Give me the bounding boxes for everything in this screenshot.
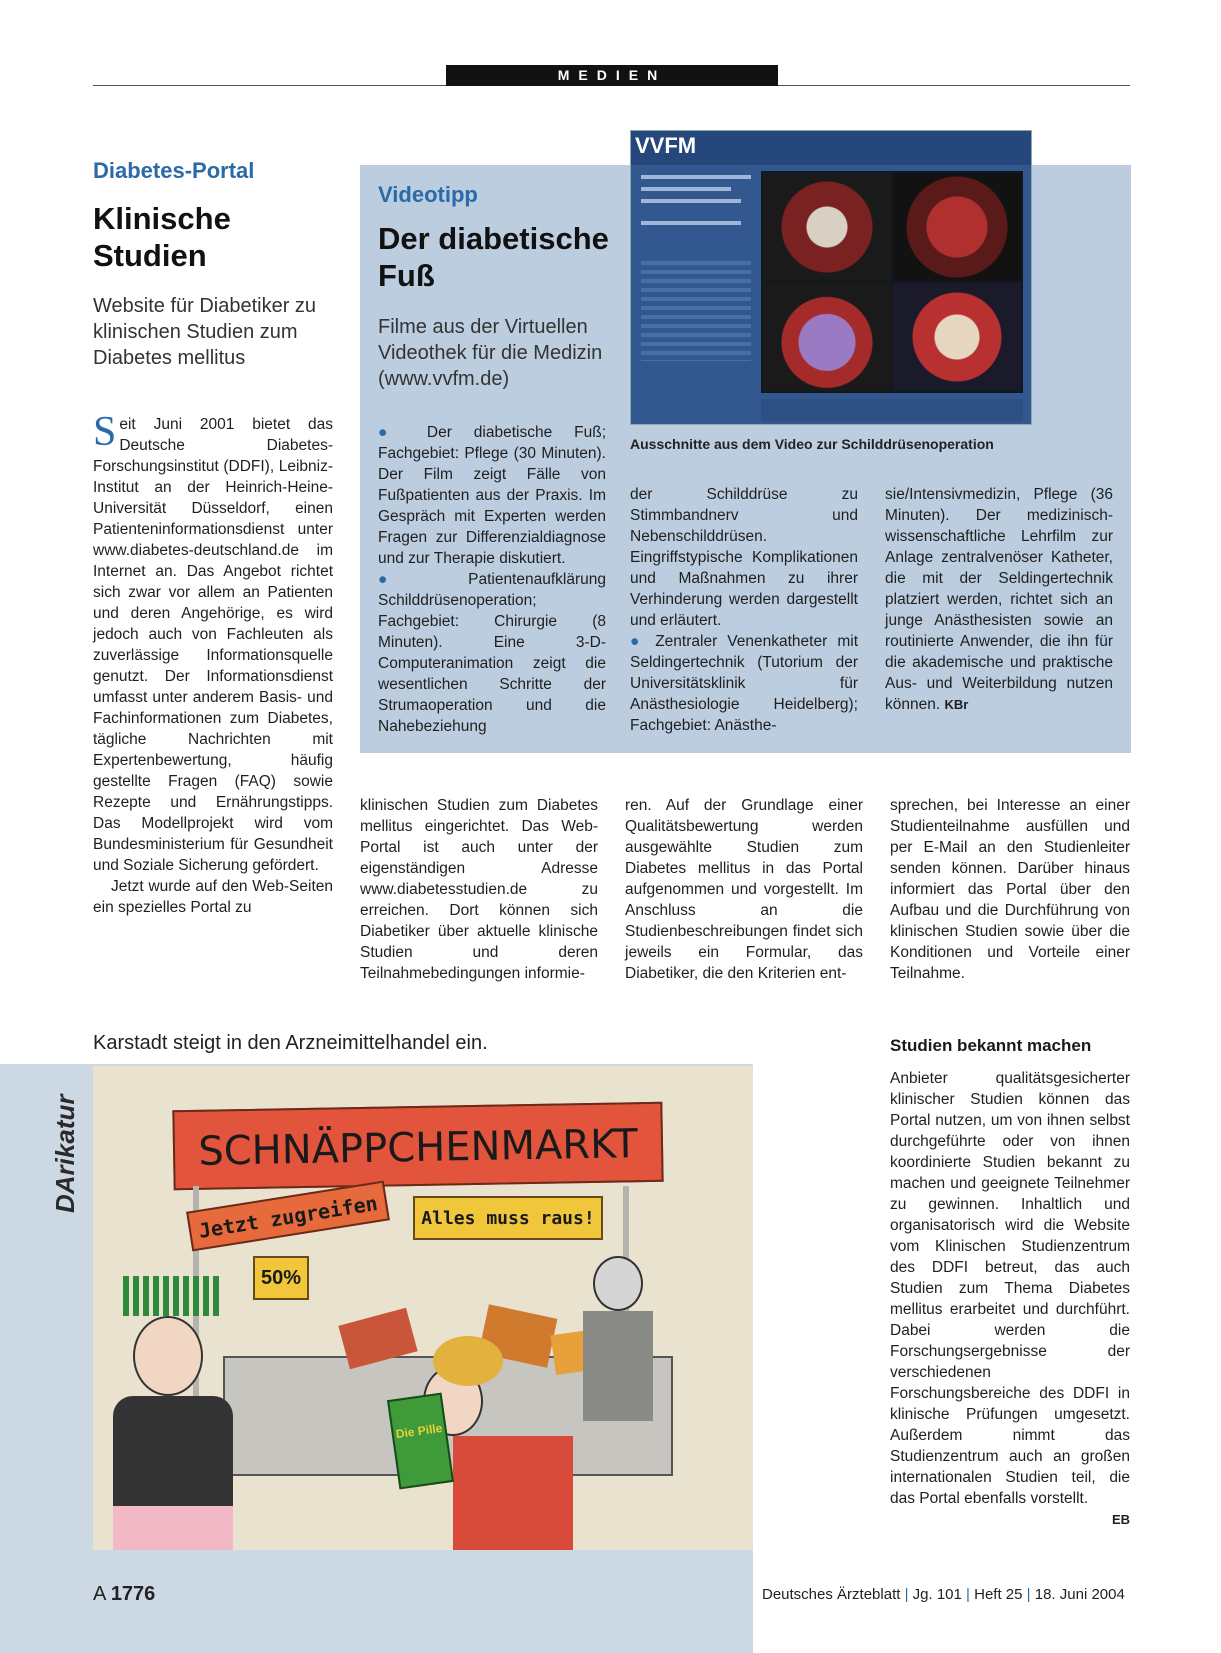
article2-column-c — [885, 484, 1113, 715]
article1-text-5: Anbieter qualitätsgesicherter klinischer Studien können das Portal nutzen, um von ihnen selbst durchgeführte oder von ihnen koordinierte Studien bekannt zu machen und geeignete Teilnehmer zu gewinnen. Inhaltlich und organisatorisch wird die Website vom Klinischen Studienzentrum des DDFI betreut, das auch Studien zum Thema Diabetes mellitus erarbeitet und durchführt. Dabei werden die Forschungsergebnisse der verschiedenen Forschungsbereiche des DDFI in klinische Prüfungen umgesetzt. Außerdem nimmt das Studienzentrum auch an großen internationalen Studien teil, die das Portal ebenfalls vorstellt. — [890, 1070, 1130, 1507]
article2-deck: Filme aus der Virtuellen Videothek für die Medizin (www.vvfm.de) — [378, 316, 603, 390]
article1-column-5 — [890, 1068, 1130, 1530]
article2-title: Der diabetische Fuß — [378, 221, 609, 293]
article2-author: KBr — [944, 697, 969, 712]
article2-text-c: sie/Intensivmedizin, Pflege (36 Minuten). Der medizinisch-wissenschaftliche Lehrfilm zur Anlage zentralvenöser Katheter, die mit der Seldingertechnik platziert werden, richtet sich an junge Anästhesisten sowie an routinierte Anwender, die ihn für die akademische und praktische Aus- und Weiterbildung nutzen können. — [885, 486, 1113, 713]
video-caption: Ausschnitte aus dem Video zur Schilddrüsenoperation — [630, 436, 994, 452]
article2-item-3: Zentraler Venenkatheter mit Seldingertechnik (Tutorium der Universitätsklinik für Anästhesiologie Heidelberg); Fachgebiet: Anästhe- — [630, 633, 858, 734]
article2-column-b — [630, 484, 858, 736]
page-number — [93, 1583, 155, 1606]
article1-column-3: ren. Auf der Grundlage einer Qualitätsbewertung werden ausgewählte Studien zum Diabetes mellitus in das Portal aufgenommen und vorgestellt. Im Anschluss an die Studienbeschreibungen findet sich jeweils ein Formular, das Diabetiker, die den Kriterien ent- — [625, 797, 863, 982]
article1-column-2: klinischen Studien zum Diabetes mellitus eingerichtet. Das Web-Portal ist auch unter der eigenständigen Adresse www.diabetesstudien.de zu erreichen. Dort können sich Diabetiker über aktuelle klinische Studien und deren Teilnahmebedingungen informie- — [360, 797, 598, 982]
sign-percent: 50% — [253, 1256, 309, 1300]
page-prefix: A — [93, 1583, 106, 1605]
article1-title: Klinische Studien — [93, 201, 231, 273]
vvfm-logo: VVFM — [635, 133, 697, 158]
article2-column-a — [378, 422, 606, 737]
article2-item-2: Patientenaufklärung Schilddrüsenoperation; Fachgebiet: Chirurgie (8 Minuten). Eine 3-D-Computeranimation zeigt die wesentlichen Schritte der Strumaoperation und die Nahebeziehung — [378, 571, 606, 735]
article1-subhead: Studien bekannt machen — [890, 1036, 1092, 1055]
article2-kicker: Videotipp — [378, 182, 478, 207]
journal-info: Deutsches Ärzteblatt | Jg. 101 | Heft 25 | 18. Juni 2004 — [762, 1586, 1125, 1603]
article1-column-4: sprechen, bei Interesse an einer Studienteilnahme ausfüllen und per E-Mail an den Studienleiter senden können. Darüber hinaus informiert das Portal über den Aufbau und die Durchführung von klinischen Studien sowie über die Konditionen und Vorteile einer Teilnahme. — [890, 797, 1130, 982]
journal-name: Deutsches Ärzteblatt — [762, 1586, 901, 1603]
bullet-icon: ● — [378, 424, 427, 441]
journal-issue: Heft 25 — [974, 1586, 1023, 1603]
vvfm-banner — [631, 131, 1032, 165]
journal-date: 18. Juni 2004 — [1034, 1586, 1125, 1603]
article1-text-1b: Jetzt wurde auf den Web-Seiten ein spezielles Portal zu — [93, 878, 333, 916]
article2-text-b1: der Schilddrüse zu Stimmbandnerv und Nebenschilddrüsen. Eingriffstypische Komplikationen und Maßnahmen zu ihrer Verhinderung werden dargestellt und erläutert. — [630, 486, 858, 629]
article1-deck: Website für Diabetiker zu klinischen Studien zum Diabetes mellitus — [93, 295, 317, 369]
article1-text-1: eit Juni 2001 bietet das Deutsche Diabetes-Forschungsinstitut (DDFI), Leibniz-Institut an der Heinrich-Heine-Universität Düsseldorf, einen Patienteninformationsdienst unter www.diabetes-deutschland.de im Internet an. Das Angebot richtet sich zwar vor allem an Patienten und deren Angehörige, es wird jedoch auch von Fachleuten als zuverlässige Informationsquelle genutzt. Der Informationsdienst umfasst unter anderem Basis- und Fachinformationen zum Diabetes, tägliche Nachrichten mit Expertenbewertung, häufig gestellte Fragen (FAQ) sowie Rezepte und Ernährungstipps. Das Modellprojekt wird vom Bundesministerium für Gesundheit und Soziale Sicherung gefördert. — [93, 416, 333, 874]
article1-kicker: Diabetes-Portal — [93, 158, 255, 183]
cartoon-caption: Karstadt steigt in den Arzneimittelhandel ein. — [93, 1032, 488, 1054]
article1-author: EB — [1111, 1512, 1130, 1527]
3d-animation-frames — [761, 171, 1023, 393]
darikatur-logo: DArikatur — [50, 1094, 80, 1213]
sign-left: Jetzt zugreifen — [186, 1181, 390, 1252]
journal-volume: Jg. 101 — [912, 1586, 962, 1603]
dropcap: S — [93, 409, 117, 455]
article2-item-1: Der diabetische Fuß; Fachgebiet: Pflege (30 Minuten). Der Film zeigt Fälle von Fußpatienten aus der Praxis. Im Gespräch mit Experten werden Fragen zur Differenzialdiagnose und zur Therapie diskutiert. — [378, 424, 606, 567]
video-screenshot-image — [630, 130, 1032, 425]
book-cover: Die Pille — [387, 1393, 454, 1490]
page-number-value: 1776 — [110, 1583, 156, 1605]
cartoon-image — [93, 1066, 753, 1550]
sign-main: SCHNÄPPCHENMARKT — [172, 1102, 663, 1191]
sign-right: Alles muss raus! — [413, 1196, 603, 1240]
bullet-icon: ● — [378, 571, 469, 588]
section-label: MEDIEN — [446, 65, 778, 86]
bullet-icon: ● — [630, 633, 656, 650]
article1-column-1 — [93, 409, 333, 918]
